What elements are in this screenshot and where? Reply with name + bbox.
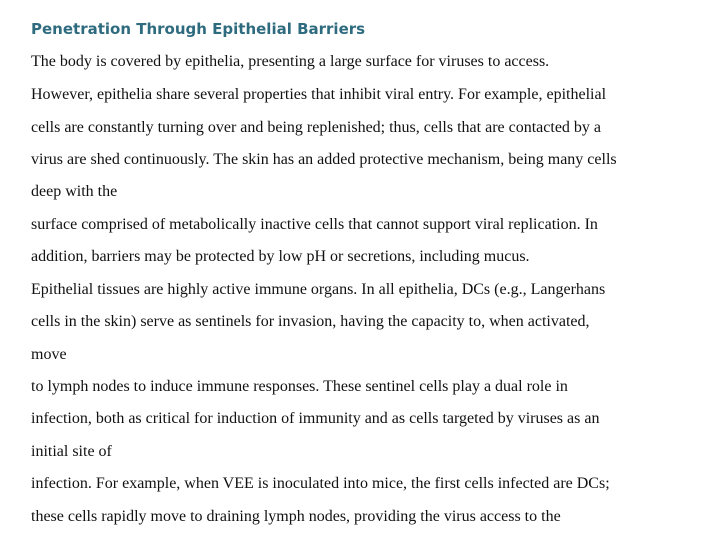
paragraph-line-8: Epithelial tissues are highly active immune organs. In all epithelia, DCs (e.g., Langerhans: [31, 281, 606, 298]
paragraph-line-13: initial site of: [31, 443, 112, 460]
paragraph-line-15: these cells rapidly move to draining lymph nodes, providing the virus access to the: [31, 508, 561, 525]
paragraph-line-10: move: [31, 346, 67, 363]
paragraph-line-4: virus are shed continuously. The skin has an added protective mechanism, being many cells: [31, 151, 617, 168]
paragraph-line-1: The body is covered by epithelia, presenting a large surface for viruses to access.: [31, 53, 550, 70]
paragraph-line-3: cells are constantly turning over and being replenished; thus, cells that are contacted by a: [31, 119, 602, 136]
paragraph-line-7: addition, barriers may be protected by low pH or secretions, including mucus.: [31, 248, 530, 265]
paragraph-line-14: infection. For example, when VEE is inoculated into mice, the first cells infected are DCs;: [31, 475, 610, 492]
section-heading: Penetration Through Epithelial Barriers: [31, 20, 366, 38]
paragraph-line-11: to lymph nodes to induce immune responses. These sentinel cells play a dual role in: [31, 378, 568, 395]
paragraph-line-5: deep with the: [31, 183, 118, 200]
paragraph-line-2: However, epithelia share several properties that inhibit viral entry. For example, epithelial: [31, 86, 607, 103]
paragraph-line-12: infection, both as critical for induction of immunity and as cells targeted by viruses as an: [31, 410, 600, 427]
paragraph-line-6: surface comprised of metabolically inactive cells that cannot support viral replication. In: [31, 216, 598, 233]
paragraph-line-9: cells in the skin) serve as sentinels for invasion, having the capacity to, when activated,: [31, 313, 590, 330]
